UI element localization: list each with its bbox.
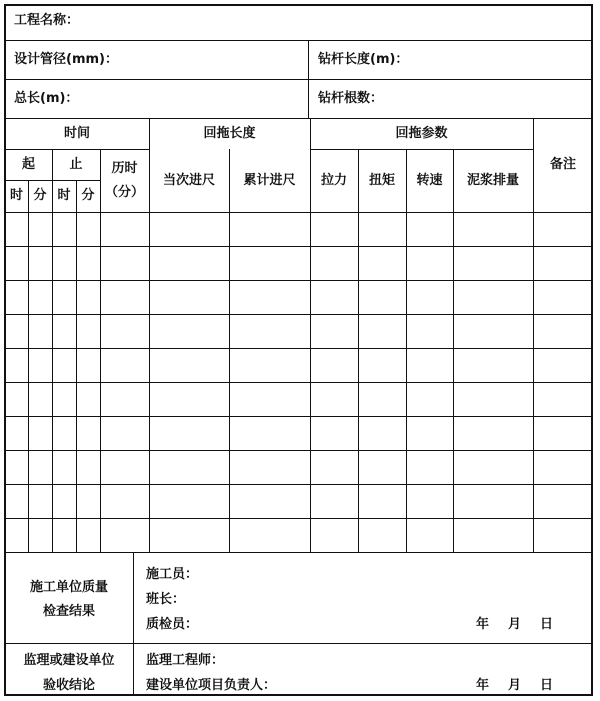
- rule: [5, 518, 592, 519]
- rule: [5, 40, 592, 41]
- duration-header: 历时: [111, 161, 138, 176]
- rule: [5, 246, 592, 247]
- inspector-label: 质检员：: [146, 617, 199, 632]
- rule: [5, 314, 592, 315]
- project-name-label: 工程名称：: [14, 13, 80, 28]
- date-year: 年: [476, 617, 490, 632]
- minute-header: 分: [33, 188, 47, 203]
- construction-check-label-2: 检查结果: [42, 604, 95, 619]
- rule: [28, 180, 29, 552]
- rule: [358, 149, 359, 552]
- rule: [308, 41, 309, 118]
- date-month: 月: [508, 678, 522, 693]
- rule: [310, 149, 533, 150]
- rule: [52, 149, 53, 552]
- duration-unit: （分）: [104, 185, 144, 200]
- rule: [453, 149, 454, 552]
- cumulative-feed-header: 累计进尺: [243, 173, 296, 188]
- minute-header: 分: [81, 188, 95, 203]
- worker-label: 施工员：: [146, 567, 199, 582]
- acceptance-label-2: 验收结论: [42, 678, 95, 693]
- rule: [5, 450, 592, 451]
- hour-header: 时: [9, 188, 23, 203]
- date-day: 日: [540, 617, 554, 632]
- rule: [5, 280, 592, 281]
- rule: [406, 149, 407, 552]
- foreman-label: 班长：: [146, 592, 186, 607]
- date-month: 月: [508, 617, 522, 632]
- rule: [533, 118, 534, 552]
- rule: [5, 212, 592, 213]
- rule: [76, 180, 77, 552]
- current-feed-header: 当次进尺: [162, 173, 215, 188]
- rule: [133, 552, 134, 696]
- rule: [5, 552, 592, 553]
- rule: [5, 382, 592, 383]
- pipe-diameter-label: 设计管径(mm)：: [14, 52, 118, 67]
- speed-header: 转速: [416, 173, 443, 188]
- date-year: 年: [476, 678, 490, 693]
- total-length-label: 总长(m)：: [14, 91, 79, 106]
- time-header: 时间: [63, 126, 90, 141]
- supervisor-label: 监理工程师：: [146, 653, 225, 668]
- rule: [5, 416, 592, 417]
- rule: [5, 484, 592, 485]
- start-header: 起: [21, 157, 35, 172]
- pullback-params-header: 回拖参数: [395, 126, 448, 141]
- rule: [5, 79, 592, 80]
- owner-rep-label: 建设单位项目负责人：: [146, 678, 277, 693]
- rule: [100, 149, 101, 552]
- mud-discharge-header: 泥浆排量: [466, 173, 519, 188]
- pull-force-header: 拉力: [320, 173, 347, 188]
- hour-header: 时: [57, 188, 71, 203]
- stop-header: 止: [69, 157, 83, 172]
- construction-check-label: 施工单位质量: [29, 580, 108, 595]
- acceptance-label: 监理或建设单位: [23, 653, 115, 668]
- rod-count-label: 钻杆根数：: [318, 91, 384, 106]
- rod-length-label: 钻杆长度(m)：: [318, 52, 409, 67]
- rule: [229, 149, 230, 552]
- torque-header: 扭矩: [368, 173, 395, 188]
- date-day: 日: [540, 678, 554, 693]
- remarks-header: 备注: [549, 157, 576, 172]
- rule: [5, 149, 149, 150]
- rule: [5, 643, 592, 644]
- rule: [5, 118, 592, 119]
- pullback-length-header: 回拖长度: [203, 126, 256, 141]
- rule: [5, 348, 592, 349]
